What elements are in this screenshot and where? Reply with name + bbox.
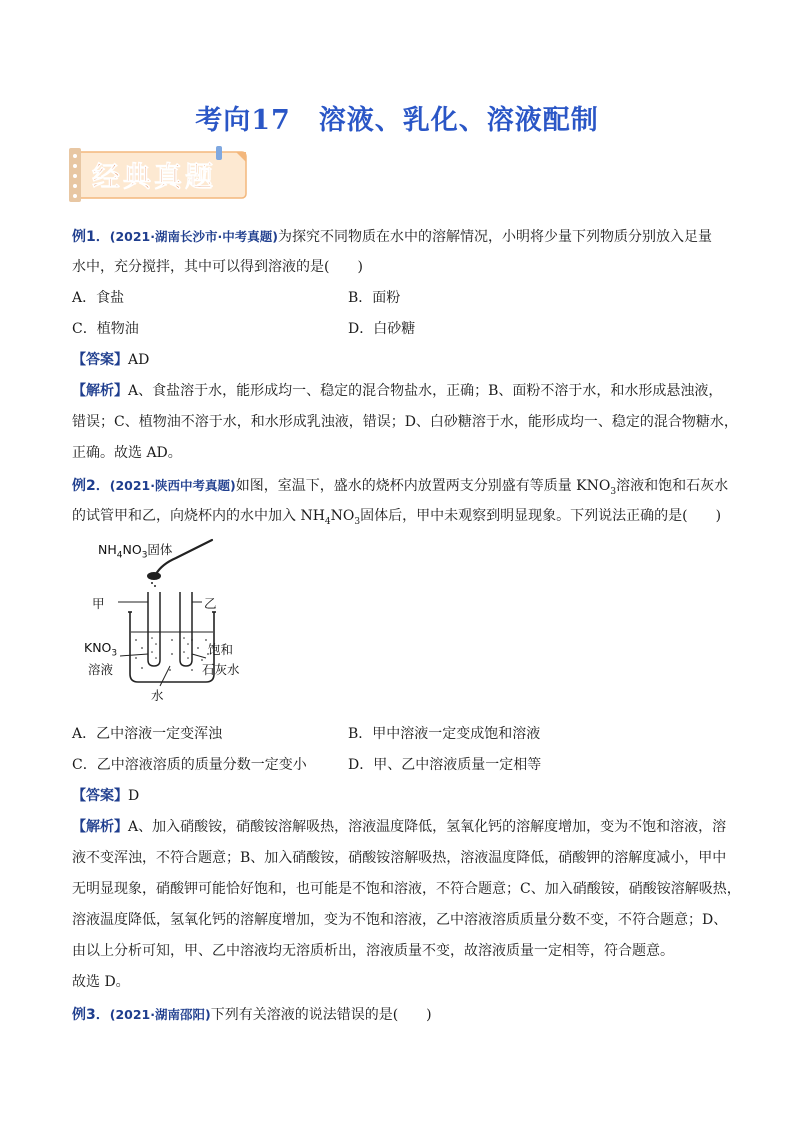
answer-tag: 【答案】 [72, 352, 128, 368]
option-a: A．食盐 [72, 290, 125, 306]
section-banner [66, 146, 256, 204]
analysis-text: 故选 D。 [72, 974, 130, 990]
stem-text: 固体后，甲中未观察到明显现象。下列说法正确的是( ) [360, 508, 722, 524]
analysis-tag: 【解析】 [72, 383, 128, 399]
question-source: (2021·湖南邵阳) [109, 1007, 211, 1022]
water-label: 水 [151, 688, 164, 703]
answer-value: AD [128, 352, 150, 368]
reagent-label: $NH_4NO_3$固体 [98, 542, 173, 561]
option-a: A．乙中溶液一定变浑浊 [72, 726, 223, 742]
left-solution-label: $KNO_3$ [84, 640, 118, 659]
options-row [72, 719, 724, 750]
stem-text [72, 501, 724, 532]
answer-line [72, 781, 724, 812]
right-solution-label: 饱和 [208, 642, 234, 657]
subscript: 4 [324, 516, 331, 527]
options-row [72, 314, 724, 345]
options-row [72, 750, 724, 781]
stem-text: 下列有关溶液的说法错误的是( ) [210, 1007, 432, 1023]
question-2-stem [72, 470, 729, 501]
stem-text: 水中，充分搅拌，其中可以得到溶液的是( ) [72, 259, 363, 275]
tube-a-label: 甲 [92, 596, 105, 611]
option-c: C．植物油 [72, 321, 139, 337]
analysis-line [72, 376, 724, 407]
question-source: (2021·湖南长沙市·中考真题) [109, 229, 278, 244]
analysis-text: 无明显现象，硝酸钾可能恰好饱和，也可能是不饱和溶液，不符合题意；C、加入硝酸铵，硝酸铵溶解吸热， [72, 881, 741, 897]
subscript: 3 [610, 486, 617, 497]
tube-b-label: 乙 [204, 596, 217, 611]
question-1-stem [72, 221, 724, 252]
answer-line [72, 345, 724, 376]
option-b: B．面粉 [348, 290, 401, 306]
answer-value: D [128, 788, 140, 804]
subscript: 3 [354, 516, 361, 527]
option-d: D．甲、乙中溶液质量一定相等 [348, 757, 542, 773]
option-b: B．甲中溶液一定变成饱和溶液 [348, 726, 541, 742]
analysis-text: 错误；C、植物油不溶于水，和水形成乳浊液，错误；D、白砂糖溶于水，能形成均一、稳定的混合物糖水， [72, 414, 738, 430]
question-number: 例1． [72, 229, 110, 245]
question-2 [72, 470, 729, 532]
banner-label: 经典真题 [92, 160, 217, 193]
analysis-tag: 【解析】 [72, 819, 128, 835]
answer-tag: 【答案】 [72, 788, 128, 804]
question-3 [72, 999, 724, 1030]
option-d: D．白砂糖 [348, 321, 416, 337]
question-source: (2021·陕西中考真题) [109, 478, 236, 493]
stem-text: 如图，室温下，盛水的烧杯内放置两支分别盛有等质量 KNO [235, 478, 611, 494]
question-1 [72, 221, 738, 469]
question-3-stem [72, 999, 724, 1030]
experiment-figure [84, 536, 254, 712]
stem-text: NO [330, 508, 355, 524]
question-number: 例3． [72, 1007, 110, 1023]
analysis-line [72, 812, 727, 843]
stem-text: 溶液和饱和石灰水 [616, 478, 729, 494]
banner-graphic [66, 146, 256, 204]
analysis-text: 由以上分析可知，甲、乙中溶液均无溶质析出，溶液质量不变，故溶液质量一定相等，符合题意。 [72, 943, 674, 959]
page-title: 考向17 溶液、乳化、溶液配制 [195, 105, 599, 136]
option-c: C．乙中溶液溶质的质量分数一定变小 [72, 757, 307, 773]
analysis-text: 液不变浑浊，不符合题意；B、加入硝酸铵，硝酸铵溶解吸热，溶液温度降低，硝酸钾的溶解度减小，甲中 [72, 850, 727, 866]
analysis-text: 溶液温度降低，氢氧化钙的溶解度增加，变为不饱和溶液，乙中溶液溶质质量分数不变，不符合题意；D、 [72, 912, 728, 928]
stem-text: 的试管甲和乙，向烧杯内的水中加入 NH [72, 508, 325, 524]
left-solution-label-2: 溶液 [88, 662, 114, 677]
right-solution-label-2: 石灰水 [202, 662, 240, 677]
analysis-text: A、加入硝酸铵，硝酸铵溶解吸热，溶液温度降低，氢氧化钙的溶解度增加，变为不饱和溶液，溶 [128, 819, 727, 835]
question-number: 例2． [72, 478, 110, 494]
beaker-diagram [84, 536, 254, 712]
question-2-rest [72, 719, 741, 998]
analysis-text: A、食盐溶于水，能形成均一、稳定的混合物盐水，正确；B、面粉不溶于水，和水形成悬浊液， [128, 383, 723, 399]
analysis-text: 正确。故选 AD。 [72, 445, 182, 461]
stem-text: 为探究不同物质在水中的溶解情况，小明将少量下列物质分别放入足量 [277, 229, 712, 245]
options-row [72, 283, 724, 314]
